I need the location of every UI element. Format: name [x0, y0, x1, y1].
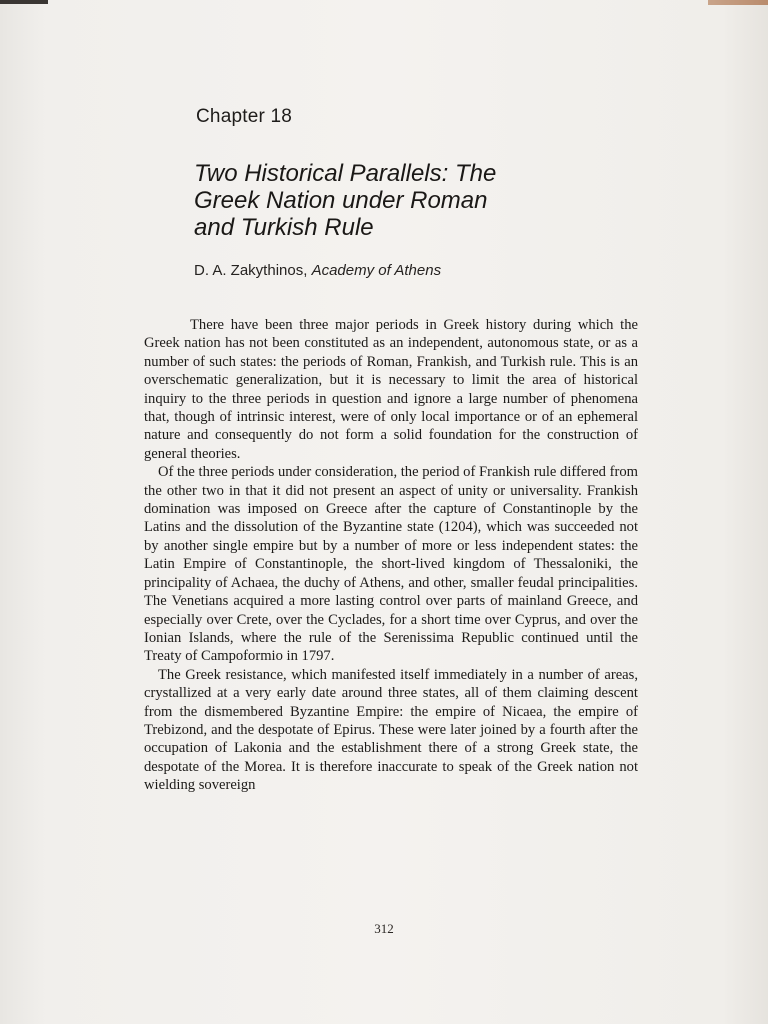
author-affiliation: Academy of Athens [311, 262, 442, 279]
paragraph-3: The Greek resistance, which manifested itself immediately in a number of areas, crystallized at a very early date around three states, all of them claiming descent from the dismembered Byzantine Empire: the empire of Nicaea, the empire of Trebizond, and the despotate of Epirus. These were later joined by a fourth after the occupation of Lakonia and the establishment there of a strong Greek state, the despotate of the Morea. It is therefore inaccurate to speak of the Greek nation not wielding sovereign [144, 666, 638, 794]
page-number: 312 [374, 921, 394, 936]
body-text [144, 316, 638, 795]
chapter-title-line-1: Two Historical Parallels: The [194, 160, 497, 187]
byline [194, 262, 441, 279]
paragraph-1: There have been three major periods in Greek history during which the Greek nation has not been constituted as an independent, autonomous state, or as a number of such states: the periods of Roman, Frankish, and Turkish rule. This is an overschematic generalization, but it is necessary to limit the area of historical inquiry to the three periods in question and ignore a large number of phenomena that, though of intrinsic interest, were of only local importance or of an ephemeral nature and consequently do not form a solid foundation for the construction of general theories. [144, 317, 638, 462]
chapter-title-line-3: and Turkish Rule [194, 214, 374, 241]
paragraph-2: Of the three periods under consideration, the period of Frankish rule differed from the other two in that it did not present an aspect of unity or universality. Frankish domination was imposed on Greece after the capture of Constantinople by the Latins and the dissolution of the Byzantine state (1204), which was succeeded not by another single empire but by a number of more or less independent states: the Latin Empire of Constantinople, the short-lived kingdom of Thessaloniki, the principality of Achaea, the duchy of Athens, and other, smaller feudal principalities. The Venetians acquired a more lasting control over parts of mainland Greece, and especially over Crete, over the Cyclades, for a short time over Cyprus, and over the Ionian Islands, where the rule of the Serenissima Republic continued until the Treaty of Campoformio in 1797. [144, 464, 638, 665]
chapter-label: Chapter 18 [196, 106, 293, 127]
chapter-title [194, 160, 574, 241]
author-name: D. A. Zakythinos, [194, 262, 308, 279]
chapter-title-line-2: Greek Nation under Roman [194, 187, 488, 214]
